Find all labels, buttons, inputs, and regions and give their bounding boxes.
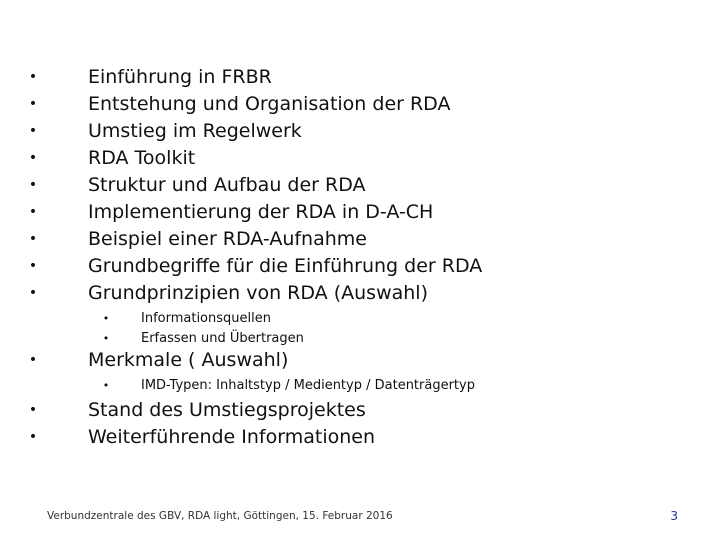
list-item-text: Entstehung und Organisation der RDA — [88, 93, 451, 115]
list-item-text: Beispiel einer RDA-Aufnahme — [88, 228, 367, 250]
list-item-text: Weiterführende Informationen — [88, 426, 375, 448]
sub-list-item-text: IMD-Typen: Inhaltstyp / Medientyp / Datenträgertyp — [141, 378, 475, 393]
page-number: 3 — [670, 509, 678, 523]
list-item-text: Einführung in FRBR — [88, 66, 272, 88]
sub-list-item-text: Erfassen und Übertragen — [141, 331, 304, 346]
footer-source: Verbundzentrale des GBV, RDA light, Göttingen, 15. Februar 2016 — [47, 510, 393, 522]
bullet-icon: • — [28, 96, 38, 112]
list-item-text: Umstieg im Regelwerk — [88, 120, 302, 142]
sub-list-item — [0, 376, 720, 396]
list-item — [0, 424, 720, 451]
bullet-icon: • — [102, 332, 110, 345]
list-item-text: Grundprinzipien von RDA (Auswahl) — [88, 282, 428, 304]
list-item — [0, 253, 720, 280]
bullet-icon: • — [28, 352, 38, 368]
bullet-icon: • — [102, 312, 110, 325]
list-item — [0, 280, 720, 307]
list-item — [0, 118, 720, 145]
sub-list-item — [0, 329, 720, 349]
slide-footer — [0, 505, 720, 527]
list-item — [0, 199, 720, 226]
list-item-text: Implementierung der RDA in D-A-CH — [88, 201, 434, 223]
list-item-text: Stand des Umstiegsprojektes — [88, 399, 366, 421]
bullet-icon: • — [28, 69, 38, 85]
bullet-icon: • — [28, 123, 38, 139]
bullet-icon: • — [28, 429, 38, 445]
sub-list-item-text: Informationsquellen — [141, 311, 271, 326]
bullet-icon: • — [28, 285, 38, 301]
list-item — [0, 64, 720, 91]
bullet-icon: • — [28, 204, 38, 220]
list-item — [0, 91, 720, 118]
list-item — [0, 172, 720, 199]
list-item — [0, 145, 720, 172]
list-item-text: Merkmale ( Auswahl) — [88, 349, 289, 371]
bullet-icon: • — [28, 231, 38, 247]
bullet-icon: • — [28, 258, 38, 274]
list-item — [0, 397, 720, 424]
bullet-icon: • — [28, 402, 38, 418]
sub-list-item — [0, 309, 720, 329]
list-item-text: Grundbegriffe für die Einführung der RDA — [88, 255, 483, 277]
bullet-icon: • — [28, 177, 38, 193]
list-item-text: Struktur und Aufbau der RDA — [88, 174, 366, 196]
bullet-icon: • — [102, 379, 110, 392]
list-item-text: RDA Toolkit — [88, 147, 196, 169]
bullet-icon: • — [28, 150, 38, 166]
list-item — [0, 226, 720, 253]
list-item — [0, 347, 720, 374]
